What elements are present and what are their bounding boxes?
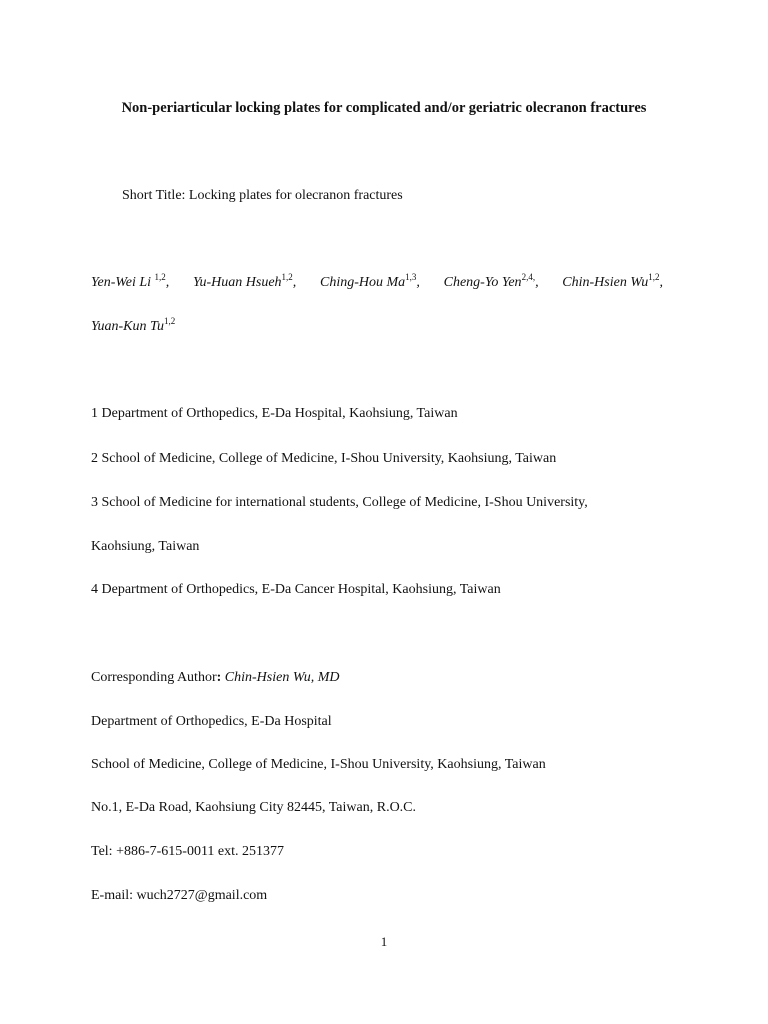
paper-title: Non-periarticular locking plates for complicated and/or geriatric olecranon fractures xyxy=(121,100,647,116)
author-list-line-2 xyxy=(91,316,176,334)
short-title: Short Title: Locking plates for olecranon fractures xyxy=(122,188,403,203)
corresponding-school: School of Medicine, College of Medicine, I-Shou University, Kaohsiung, Taiwan xyxy=(91,757,546,772)
corresponding-phone: Tel: +886-7-615-0011 ext. 251377 xyxy=(91,844,285,859)
affiliation-1: 1 Department of Orthopedics, E-Da Hospital, Kaohsiung, Taiwan xyxy=(91,406,458,421)
author-name: Ching-Hou Ma$^{1,3}$, xyxy=(320,272,420,290)
affiliation-2: 2 School of Medicine, College of Medicine, I-Shou University, Kaohsiung, Taiwan xyxy=(91,451,557,466)
author-name: Yu-Huan Hsueh$^{1,2}$, xyxy=(193,272,297,290)
author-name: Cheng-Yo Yen$^{2,4,}$, xyxy=(443,272,539,290)
corresponding-label: Corresponding Author xyxy=(91,670,217,685)
affiliation-3-continued: Kaohsiung, Taiwan xyxy=(91,539,200,554)
author-list-line-1 xyxy=(91,272,663,290)
author-name: Yuan-Kun Tu$^{1,2}$ xyxy=(91,316,176,334)
author-name: Yen-Wei Li $^{1,2}$, xyxy=(91,272,170,290)
corresponding-address: No.1, E-Da Road, Kaohsiung City 82445, Taiwan, R.O.C. xyxy=(91,800,417,815)
corresponding-email: E-mail: wuch2727@gmail.com xyxy=(91,888,268,903)
affiliation-4: 4 Department of Orthopedics, E-Da Cancer Hospital, Kaohsiung, Taiwan xyxy=(91,582,501,597)
corresponding-department: Department of Orthopedics, E-Da Hospital xyxy=(91,714,332,729)
corresponding-colon: : xyxy=(216,670,222,685)
corresponding-author xyxy=(91,671,340,685)
author-name: Chin-Hsien Wu$^{1,2}$, xyxy=(562,272,663,290)
corresponding-name: Chin-Hsien Wu, MD xyxy=(221,670,340,685)
page-number: 1 xyxy=(380,934,388,949)
affiliation-3: 3 School of Medicine for international students, College of Medicine, I-Shou University, xyxy=(91,495,588,510)
